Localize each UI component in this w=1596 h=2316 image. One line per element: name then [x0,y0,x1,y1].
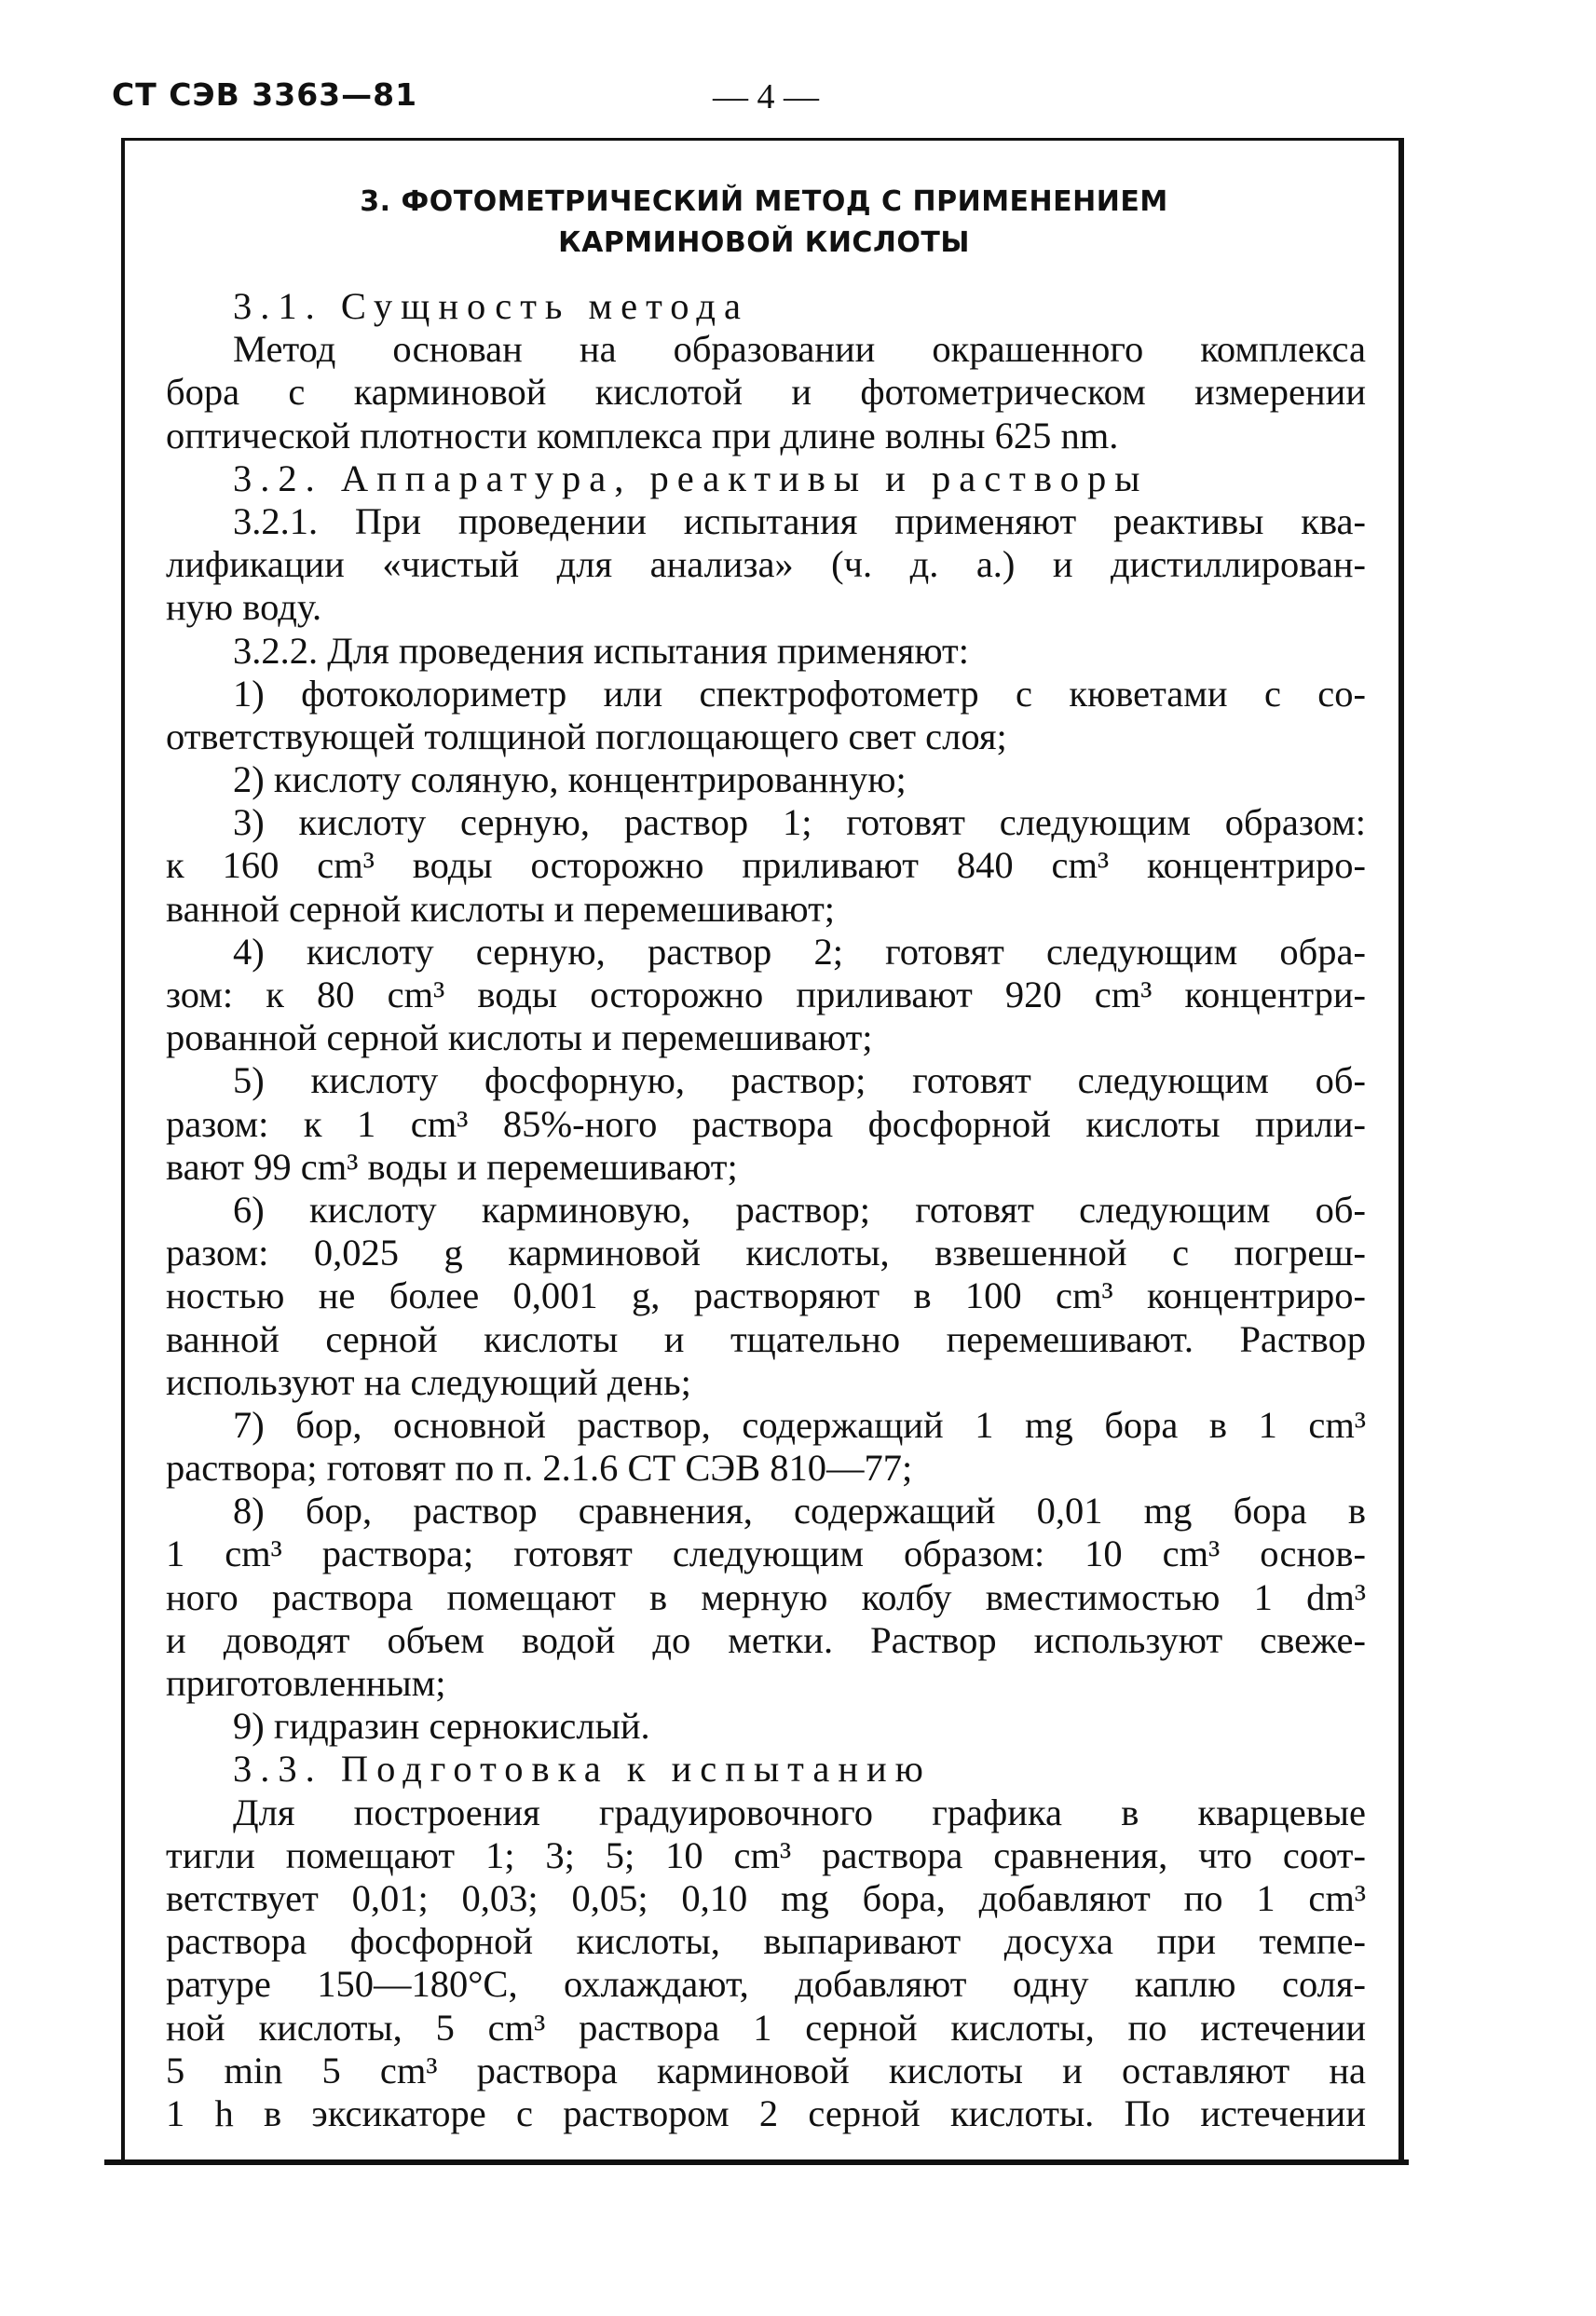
text-line: и доводят объем водой до метки. Раствор используют свеже- [166,1618,1366,1661]
text-line: 3) кислоту серную, раствор 1; готовят следующим образом: [233,801,1366,844]
text-line: разом: 0,025 g карминовой кислоты, взвешенной с погреш- [166,1232,1366,1274]
text-line: 1) фотоколориметр или спектрофотометр с кюветами с со- [233,672,1366,715]
text-line: тигли помещают 1; 3; 5; 10 cm³ раствора сравнения, что соот- [166,1833,1366,1876]
bottom-rule [104,2159,1409,2165]
text-line: 1 cm³ раствора; готовят следующим образом: 10 cm³ основ- [166,1533,1366,1575]
text-line: ванной серной кислоты и тщательно перемешивают. Раствор [166,1317,1366,1360]
text-line: ответствующей толщиной поглощающего свет слоя; [166,715,1007,757]
text-line: раствора фосфорной кислоты, выпаривают досуха при темпе- [166,1920,1366,1963]
text-line: 4) кислоту серную, раствор 2; готовят следующим обра- [233,930,1366,973]
subsection-heading: 3.2. Аппаратура, реактивы и растворы [233,456,1149,499]
text-line: 8) бор, раствор сравнения, содержащий 0,01 mg бора в [233,1490,1366,1533]
text-line: ратуре 150—180°C, охлаждают, добавляют одну каплю соля- [166,1963,1366,2006]
subsection-heading: 3.1. Сущность метода [233,285,749,327]
text-line: приготовленным; [166,1662,446,1704]
text-line: 7) бор, основной раствор, содержащий 1 mg бора в 1 cm³ [233,1403,1366,1446]
text-line: оптической плотности комплекса при длине волны 625 nm. [166,414,1119,456]
text-line: 3.2.1. При проведении испытания применяют реактивы ква- [233,499,1366,542]
text-line: ной кислоты, 5 cm³ раствора 1 серной кислоты, по истечении [166,2006,1366,2049]
text-line: к 160 cm³ воды осторожно приливают 840 cm³ концентриро- [166,844,1366,887]
section-title-line-1: 3. ФОТОМЕТРИЧЕСКИЙ МЕТОД С ПРИМЕНЕНИЕМ [360,185,1168,218]
text-line: ветствует 0,01; 0,03; 0,05; 0,10 mg бора, добавляют по 1 cm³ [166,1876,1366,1919]
body-text [166,285,1366,2135]
text-line: используют на следующий день; [166,1360,691,1403]
subsection-heading: 3.3. Подготовка к испытанию [233,1748,932,1791]
text-line: 9) гидразин сернокислый. [233,1705,650,1748]
text-line: рованной серной кислоты и перемешивают; [166,1016,873,1059]
text-line: лификации «чистый для анализа» (ч. д. а.) и дистиллирован- [166,543,1366,586]
text-line: 5 min 5 cm³ раствора карминовой кислоты и оставляют на [166,2049,1366,2091]
text-line: вают 99 cm³ воды и перемешивают; [166,1145,738,1188]
text-line: ванной серной кислоты и перемешивают; [166,887,836,930]
text-line: Метод основан на образовании окрашенного комплекса [233,328,1366,371]
text-line: ностью не более 0,001 g, растворяют в 100 cm³ концентриро- [166,1274,1366,1317]
text-line: 1 h в эксикаторе с раствором 2 серной кислоты. По истечении [166,2091,1366,2134]
text-line: ного раствора помещают в мерную колбу вместимостью 1 dm³ [166,1575,1366,1618]
text-line: зом: к 80 cm³ воды осторожно приливают 920 cm³ концентри- [166,974,1366,1015]
text-line: 2) кислоту соляную, концентрированную; [233,758,907,801]
document-code: СТ СЭВ 3363—81 [112,76,418,113]
text-line: 6) кислоту карминовую, раствор; готовят следующим об- [233,1188,1366,1231]
text-line: Для построения градуировочного графика в кварцевые [233,1791,1366,1833]
text-line: раствора; готовят по п. 2.1.6 СТ СЭВ 810—77; [166,1447,913,1490]
page-number: — 4 — [713,77,819,116]
section-title [130,182,1398,264]
text-line: бора с карминовой кислотой и фотометрическом измерении [166,371,1366,414]
text-line: 3.2.2. Для проведения испытания применяют: [233,629,970,672]
text-line: ную воду. [166,586,322,629]
text-line: 5) кислоту фосфорную, раствор; готовят следующим об- [233,1059,1366,1102]
section-title-line-2: КАРМИНОВОЙ КИСЛОТЫ [558,226,970,259]
text-line: разом: к 1 cm³ 85%-ного раствора фосфорной кислоты прили- [166,1102,1366,1145]
